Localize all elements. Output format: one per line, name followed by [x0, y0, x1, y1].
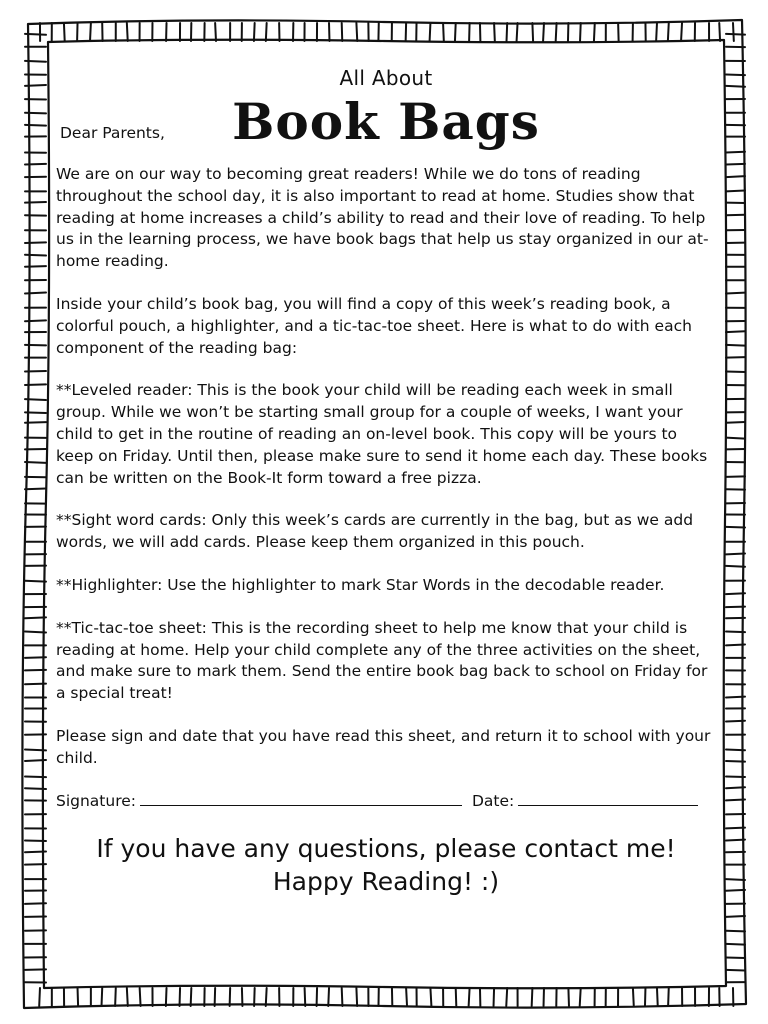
border-rung [115, 988, 116, 1006]
paragraph-intro: We are on our way to becoming great readers! While we do tons of reading throughout the school day, it is also important to read at home. Studies show that reading at home increases a child’s ability to read and their love of reading. To help us in the learning process, we have book bags that help us stay organized in our at-home reading. [56, 165, 709, 271]
border-rung [25, 422, 46, 423]
border-rung [726, 152, 745, 153]
border-rung [215, 23, 216, 41]
border-rung [25, 632, 46, 633]
border-rung [166, 988, 167, 1006]
border-rung [726, 632, 745, 633]
paragraph-contents: Inside your child’s book bag, you will find a copy of this week’s reading book, a colorful pouch, a highlighter, and a tic-tac-toe sheet. Here is what to do with each component of the reading bag: [56, 294, 692, 357]
border-rung [25, 399, 46, 400]
border-rung [668, 988, 669, 1006]
border-rung [726, 438, 745, 439]
paragraph-sight-word-cards: **Sight word cards: Only this week’s cards are currently in the bag, but as we add words, we will add cards. Please keep them organized in this pouch. [56, 511, 694, 552]
border-rung [726, 607, 745, 608]
border-rung [305, 988, 306, 1006]
border-rung [406, 988, 407, 1006]
border-rung [506, 988, 507, 1006]
border-rung [726, 761, 745, 762]
border-rung [726, 422, 745, 423]
border-rung [726, 800, 745, 801]
border-rung [25, 788, 46, 789]
border-rung [78, 988, 79, 1006]
border-rung [254, 23, 255, 41]
border-rung [25, 371, 46, 372]
border-rung [681, 23, 682, 41]
page-title: Book Bags [232, 92, 540, 151]
border-rung [580, 23, 581, 41]
border-rung [556, 23, 557, 41]
border-rung [430, 988, 431, 1006]
border-rung [25, 202, 46, 203]
border-rung [266, 23, 267, 41]
border-rung [726, 944, 745, 945]
border-rung [25, 851, 46, 852]
border-rung [342, 988, 343, 1006]
border-rung [726, 164, 745, 165]
border-rung [266, 988, 267, 1006]
paragraph-highlighter: **Highlighter: Use the highlighter to mark Star Words in the decodable reader. [56, 575, 665, 594]
paragraph-sign-request: Please sign and date that you have read this sheet, and return it to school with your child. [56, 726, 711, 767]
border-rung [633, 988, 634, 1006]
border-rung [726, 750, 745, 751]
pre-title: All About [339, 66, 433, 90]
border-rung [456, 988, 457, 1006]
border-rung [25, 581, 46, 582]
border-rung [443, 23, 444, 41]
date-label: Date: [472, 791, 515, 810]
border-rung [726, 697, 745, 698]
border-rung [356, 988, 357, 1006]
border-rung [726, 86, 745, 87]
border-rung [726, 554, 745, 555]
border-rung [580, 988, 581, 1006]
border-rung [657, 988, 658, 1006]
border-rung [25, 34, 46, 35]
border-rung [25, 266, 46, 267]
border-rung [25, 293, 46, 294]
border-rung [64, 23, 65, 41]
border-rung [726, 331, 745, 332]
border-rung [25, 164, 46, 165]
border-rung [726, 566, 745, 567]
border-rung [726, 74, 745, 75]
border-rung [668, 23, 669, 41]
closing-line-happy-reading: Happy Reading! :) [272, 866, 500, 896]
border-rung [140, 988, 141, 1006]
border-rung [726, 644, 745, 645]
border-rung [517, 23, 518, 41]
border-rung [726, 840, 745, 841]
border-rung [726, 190, 745, 191]
border-rung [39, 988, 40, 1006]
border-rung [127, 988, 128, 1006]
paragraph-tic-tac-toe: **Tic-tac-toe sheet: This is the recording sheet to help me know that your child is reading at home. Help your child complete any of the three activities on the sheet, and make sure to mark them. Send the entire book bag back to school on Friday for a special treat! [56, 618, 708, 703]
border-rung [127, 23, 128, 41]
border-rung [25, 776, 46, 777]
border-rung [594, 23, 595, 41]
border-rung [254, 988, 255, 1006]
border-rung [618, 23, 619, 41]
border-rung [102, 988, 103, 1006]
letter-content [56, 60, 716, 898]
closing-line-questions: If you have any questions, please contact me! [96, 833, 676, 863]
date-field[interactable] [518, 791, 698, 806]
border-rung [726, 527, 745, 528]
border-rung [242, 988, 243, 1006]
border-rung [25, 242, 46, 243]
border-rung [726, 293, 745, 294]
border-rung [726, 931, 745, 932]
border-rung [726, 776, 745, 777]
border-rung [25, 670, 46, 671]
border-rung [25, 489, 46, 490]
border-rung [356, 23, 357, 41]
border-rung [25, 412, 46, 413]
border-rung [25, 384, 46, 385]
border-rung [455, 23, 456, 41]
border-rung [726, 879, 745, 880]
border-rung [430, 23, 431, 41]
border-rung [494, 23, 495, 41]
border-rung [726, 593, 745, 594]
border-rung [726, 787, 745, 788]
border-rung [726, 890, 745, 891]
border-rung [726, 916, 745, 917]
letter-body [56, 164, 716, 770]
border-rung [568, 988, 569, 1006]
border-rung [469, 988, 470, 1006]
signature-row [56, 791, 716, 810]
paragraph-leveled-reader: **Leveled reader: This is the book your child will be reading each week in small group. While we won’t be starting small group for a couple of weeks, I want your child to get in the routine of reading an on-level book. This copy will be yours to keep on Friday. Until then, please make sure to send it home each day. These books can be written on the Book-It form toward a free pizza. [56, 381, 708, 487]
closing-message [56, 832, 716, 898]
border-rung [25, 760, 46, 761]
border-rung [532, 988, 533, 1006]
border-rung [726, 721, 745, 722]
border-rung [215, 988, 216, 1006]
border-rung [733, 23, 734, 41]
border-rung [726, 176, 745, 177]
border-rung [328, 988, 329, 1006]
signature-field[interactable] [140, 791, 462, 806]
border-rung [726, 345, 745, 346]
border-rung [230, 988, 231, 1006]
border-rung [25, 113, 46, 114]
border-rung [726, 34, 745, 35]
border-rung [726, 970, 745, 971]
border-rung [25, 85, 46, 86]
border-rung [25, 903, 46, 904]
border-rung [180, 988, 181, 1006]
border-rung [532, 23, 533, 41]
border-rung [719, 23, 720, 41]
border-rung [90, 23, 91, 41]
border-rung [543, 23, 544, 41]
border-rung [507, 23, 508, 41]
border-rung [25, 657, 46, 658]
border-rung [25, 320, 46, 321]
border-rung [25, 684, 46, 685]
border-rung [726, 828, 745, 829]
border-rung [25, 462, 46, 463]
signature-label: Signature: [56, 791, 136, 810]
border-rung [25, 61, 46, 62]
border-rung [25, 617, 46, 618]
greeting: Dear Parents, [60, 124, 165, 142]
border-rung [25, 750, 46, 751]
border-rung [342, 23, 343, 41]
border-rung [191, 988, 192, 1006]
border-rung [494, 988, 495, 1006]
border-rung [656, 23, 657, 41]
border-rung [25, 125, 46, 126]
border-rung [25, 255, 46, 256]
